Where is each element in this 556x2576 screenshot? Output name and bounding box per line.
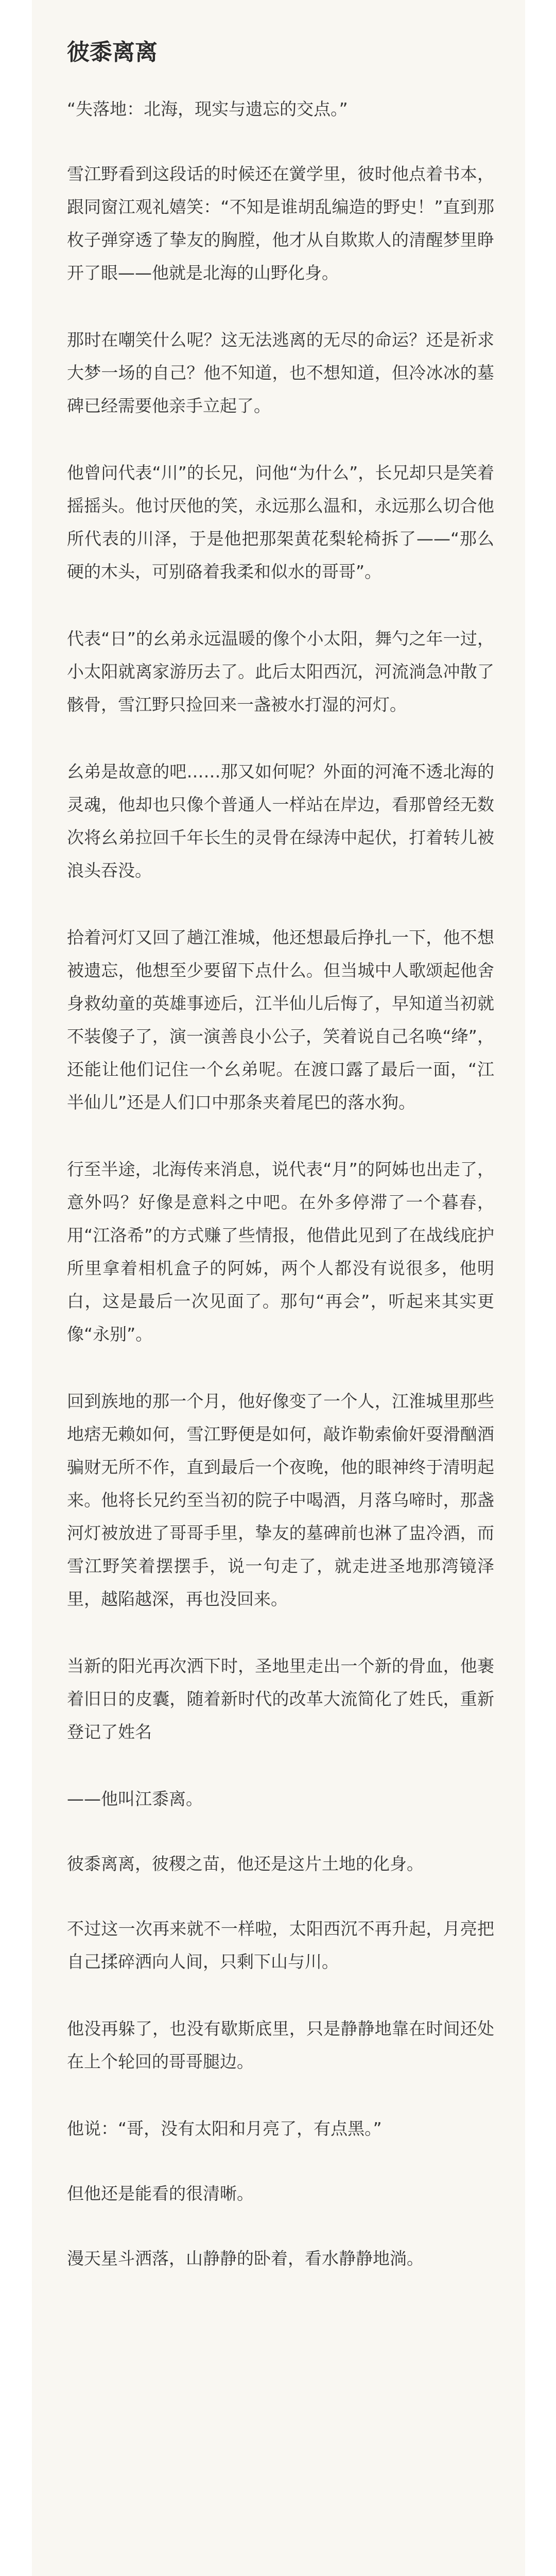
note-paragraph-2: 雪江野看到这段话的时候还在黉学里，彼时他点着书本，跟同窗江观礼嬉笑：“不知是谁胡乱编造的野史！”直到那枚子弹穿透了挚友的胸膛，他才从自欺欺人的清醒梦里睁开了眼——他就是北海的山野化身。 [67, 164, 494, 283]
note-paragraph-9: 回到族地的那一个月，他好像变了一个人，江淮城里那些地痞无赖如何，雪江野便是如何，敲诈勒索偷奸耍滑酗酒骗财无所不作，直到最后一个夜晚，他的眼神终于清明起来。他将长兄约至当初的院子中喝酒，月落乌啼时，那盏河灯被放进了哥哥手里，挚友的墓碑前也淋了盅冷酒，而雪江野笑着摆摆手，说一句走了，就走进圣地那湾镜泽里，越陷越深，再也没回来。 [67, 1391, 494, 1609]
note-paragraph-7: 拾着河灯又回了趟江淮城，他还想最后挣扎一下，他不想被遗忘，他想至少要留下点什么。但当城中人歌颂起他舍身救幼童的英雄事迹后，江半仙儿后悔了，早知道当初就不装傻子了，演一演善良小公子，笑着说自己名唤“绛”，还能让他们记住一个幺弟呢。在渡口露了最后一面，“江半仙儿”还是人们口中那条夹着尾巴的落水狗。 [67, 927, 494, 1112]
note-paragraph-3: 那时在嘲笑什么呢？这无法逃离的无尽的命运？还是祈求大梦一场的自己？他不知道，也不想知道，但冷冰冰的墓碑已经需要他亲手立起了。 [67, 330, 494, 416]
note-paragraph-11: ——他叫江黍离。 [67, 1789, 203, 1809]
note-paragraph-13: 不过这一次再来就不一样啦，太阳西沉不再升起，月亮把自己揉碎洒向人间，只剩下山与川。 [67, 1919, 494, 1972]
note-paragraph-12: 彼黍离离，彼稷之苗，他还是这片土地的化身。 [67, 1854, 424, 1874]
note-paragraph-6: 幺弟是故意的吧……那又如何呢？外面的河淹不透北海的灵魂，他却也只像个普通人一样站在岸边，看那曾经无数次将幺弟拉回千年长生的灵骨在绿涛中起伏，打着转儿被浪头吞没。 [67, 761, 494, 880]
note-paragraph-16: 但他还是能看的很清晰。 [67, 2183, 254, 2204]
note-paragraph-8: 行至半途，北海传来消息，说代表“月”的阿姊也出走了，意外吗？好像是意料之中吧。在外多停滞了一个暮春，用“江洛希”的方式赚了些情报，他借此见到了在战线庇护所里拿着相机盒子的阿姊，两个人都没有说很多，他明白，这是最后一次见面了。那句“再会”，听起来其实更像“永别”。 [67, 1159, 494, 1344]
note-paragraph-1: “失落地：北海，现实与遗忘的交点。” [67, 99, 348, 119]
note-title: 彼黍离离 [67, 39, 158, 65]
note-paragraph-17: 漫天星斗洒落，山静静的卧着，看水静静地淌。 [67, 2248, 424, 2268]
note-paragraph-10: 当新的阳光再次洒下时，圣地里走出一个新的骨血，他裹着旧日的皮囊，随着新时代的改革大流简化了姓氏，重新登记了姓名 [67, 1656, 494, 1742]
note-paragraph-4: 他曾问代表“川”的长兄，问他“为什么”，长兄却只是笑着摇摇头。他讨厌他的笑，永远那么温和，永远那么切合他所代表的川泽，于是他把那架黄花梨轮椅拆了——“那么硬的木头，可别硌着我柔和似水的哥哥”。 [67, 463, 494, 582]
note-paragraph-15: 他说：“哥，没有太阳和月亮了，有点黑。” [67, 2119, 382, 2139]
note-paragraph-14: 他没再躲了，也没有歇斯底里，只是静静地靠在时间还处在上个轮回的哥哥腿边。 [67, 2019, 494, 2072]
note-paragraph-5: 代表“日”的幺弟永远温暖的像个小太阳，舞勺之年一过，小太阳就离家游历去了。此后太阳西沉，河流淌急冲散了骸骨，雪江野只捡回来一盏被水打湿的河灯。 [67, 629, 494, 715]
note-content-card [32, 0, 525, 2576]
